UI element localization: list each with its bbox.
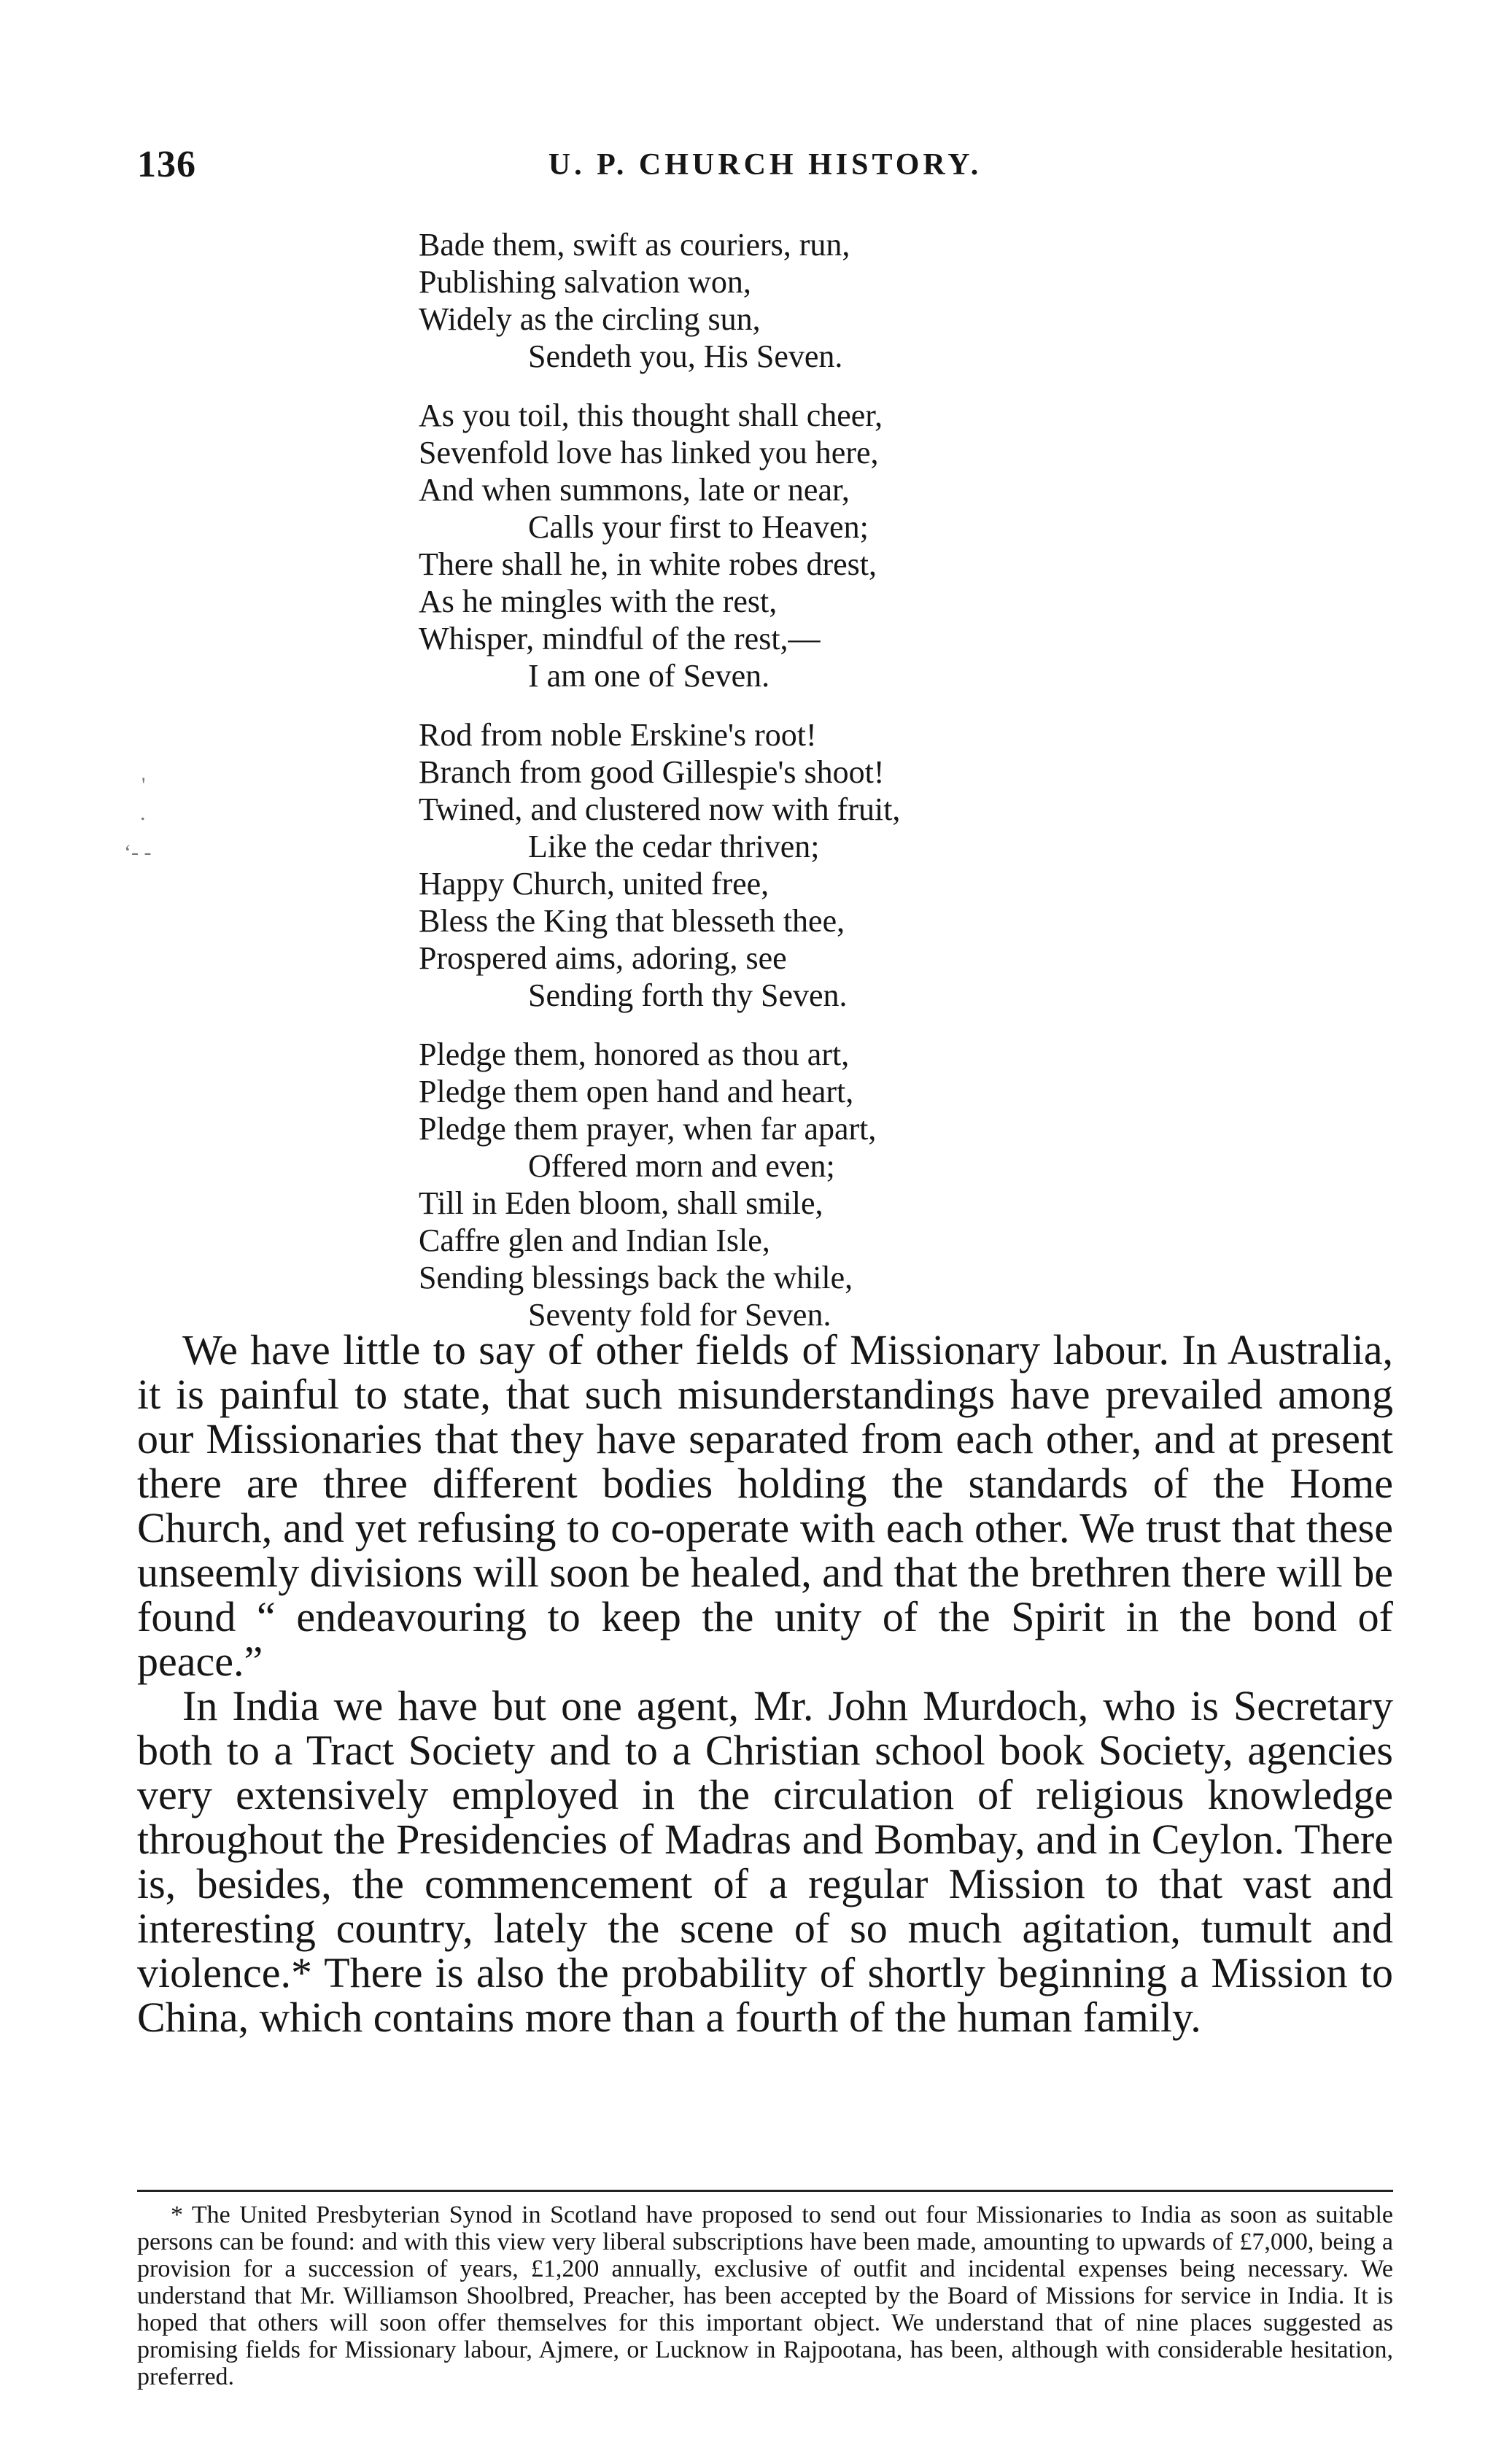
margin-mark: ' (141, 773, 146, 797)
footnote: * The United Presbyterian Synod in Scotland have proposed to send out four Missionaries to India as soon as suitable persons can be found: and with this view very liberal subscriptions have been made, amounting to upwards of £7,000, being a provision for a succession of years, £1,200 annually, exclusive of outfit and incidental expenses being necessary. We understand that Mr. Williamson Shoolbred, Preacher, has been accepted by the Board of Missions for service in India. It is hoped that others will soon offer themselves for this important object. We understand that of nine places suggested as promising fields for Missionary labour, Ajmere, or Lucknow in Rajpootana, has been, although with considerable hesitation, preferred. (137, 2201, 1393, 2390)
footnote-rule (137, 2190, 1393, 2192)
margin-mark: ‘‐ - (124, 840, 152, 864)
poem-indented-line: Calls your first to Heaven; (528, 509, 869, 545)
poem-line: Twined, and clustered now with fruit, (419, 791, 901, 827)
poem (419, 226, 1294, 1333)
paragraph-australia: We have little to say of other fields of Missionary labour. In Australia, it is painful to state, that such misunderstandings have prevailed among our Missionaries that they have separated from each other, and at present there are three different bodies holding the standards of the Home Church, and yet refusing to co-operate with each other. We trust that these unseemly divisions will soon be healed, and that the brethren there will be found “ endeavouring to keep the unity of the Spirit in the bond of peace.” (137, 1326, 1393, 1685)
poem-stanza-1 (419, 226, 1294, 375)
poem-line: There shall he, in white robes drest, (419, 546, 877, 582)
poem-refrain-line: Seventy fold for Seven. (528, 1297, 831, 1333)
poem-line: As you toil, this thought shall cheer, (419, 398, 883, 433)
poem-stanza-2 (419, 397, 1294, 694)
page-header (137, 143, 1393, 194)
poem-line: Publishing salvation won, (419, 264, 751, 300)
running-title: U. P. CHURCH HISTORY. (548, 148, 982, 182)
margin-mark: . (140, 801, 146, 825)
poem-refrain-line: Sendeth you, His Seven. (528, 338, 843, 374)
poem-line: Branch from good Gillespie's shoot! (419, 754, 885, 790)
poem-line: Pledge them, honored as thou art, (419, 1037, 850, 1072)
body-text (137, 1328, 1393, 2039)
poem-line: Bade them, swift as couriers, run, (419, 227, 850, 263)
poem-stanza-4 (419, 1036, 1294, 1333)
poem-line: Pledge them prayer, when far apart, (419, 1111, 877, 1147)
poem-refrain-line: Sending forth thy Seven. (528, 977, 848, 1013)
poem-line: Prospered aims, adoring, see (419, 940, 787, 976)
poem-line: Pledge them open hand and heart, (419, 1074, 854, 1109)
paragraph-india: In India we have but one agent, Mr. John Murdoch, who is Secretary both to a Tract Society and to a Christian school book Society, agencies very extensively employed in the circulation of religious knowledge throughout the Presidencies of Madras and Bombay, and in Ceylon. There is, besides, the commencement of a regular Mission to that vast and interesting country, lately the scene of so much agitation, tumult and violence.* There is also the probability of shortly beginning a Mission to China, which contains more than a fourth of the human family. (137, 1682, 1393, 2041)
poem-line: Till in Eden bloom, shall smile, (419, 1185, 823, 1221)
poem-refrain-line: I am one of Seven. (528, 658, 770, 694)
page-number: 136 (137, 144, 196, 185)
poem-line: Happy Church, united free, (419, 866, 769, 902)
poem-stanza-3 (419, 716, 1294, 1014)
poem-line: And when summons, late or near, (419, 472, 850, 508)
poem-line: Sevenfold love has linked you here, (419, 435, 879, 470)
poem-line: Widely as the circling sun, (419, 301, 761, 337)
poem-line: Rod from noble Erskine's root! (419, 717, 817, 753)
poem-line: Sending blessings back the while, (419, 1260, 853, 1295)
poem-indented-line: Offered morn and even; (528, 1148, 835, 1184)
poem-line: Whisper, mindful of the rest,— (419, 621, 821, 656)
poem-line: As he mingles with the rest, (419, 584, 778, 619)
poem-line: Bless the King that blesseth thee, (419, 903, 845, 939)
poem-indented-line: Like the cedar thriven; (528, 829, 820, 864)
poem-line: Caffre glen and Indian Isle, (419, 1223, 770, 1258)
